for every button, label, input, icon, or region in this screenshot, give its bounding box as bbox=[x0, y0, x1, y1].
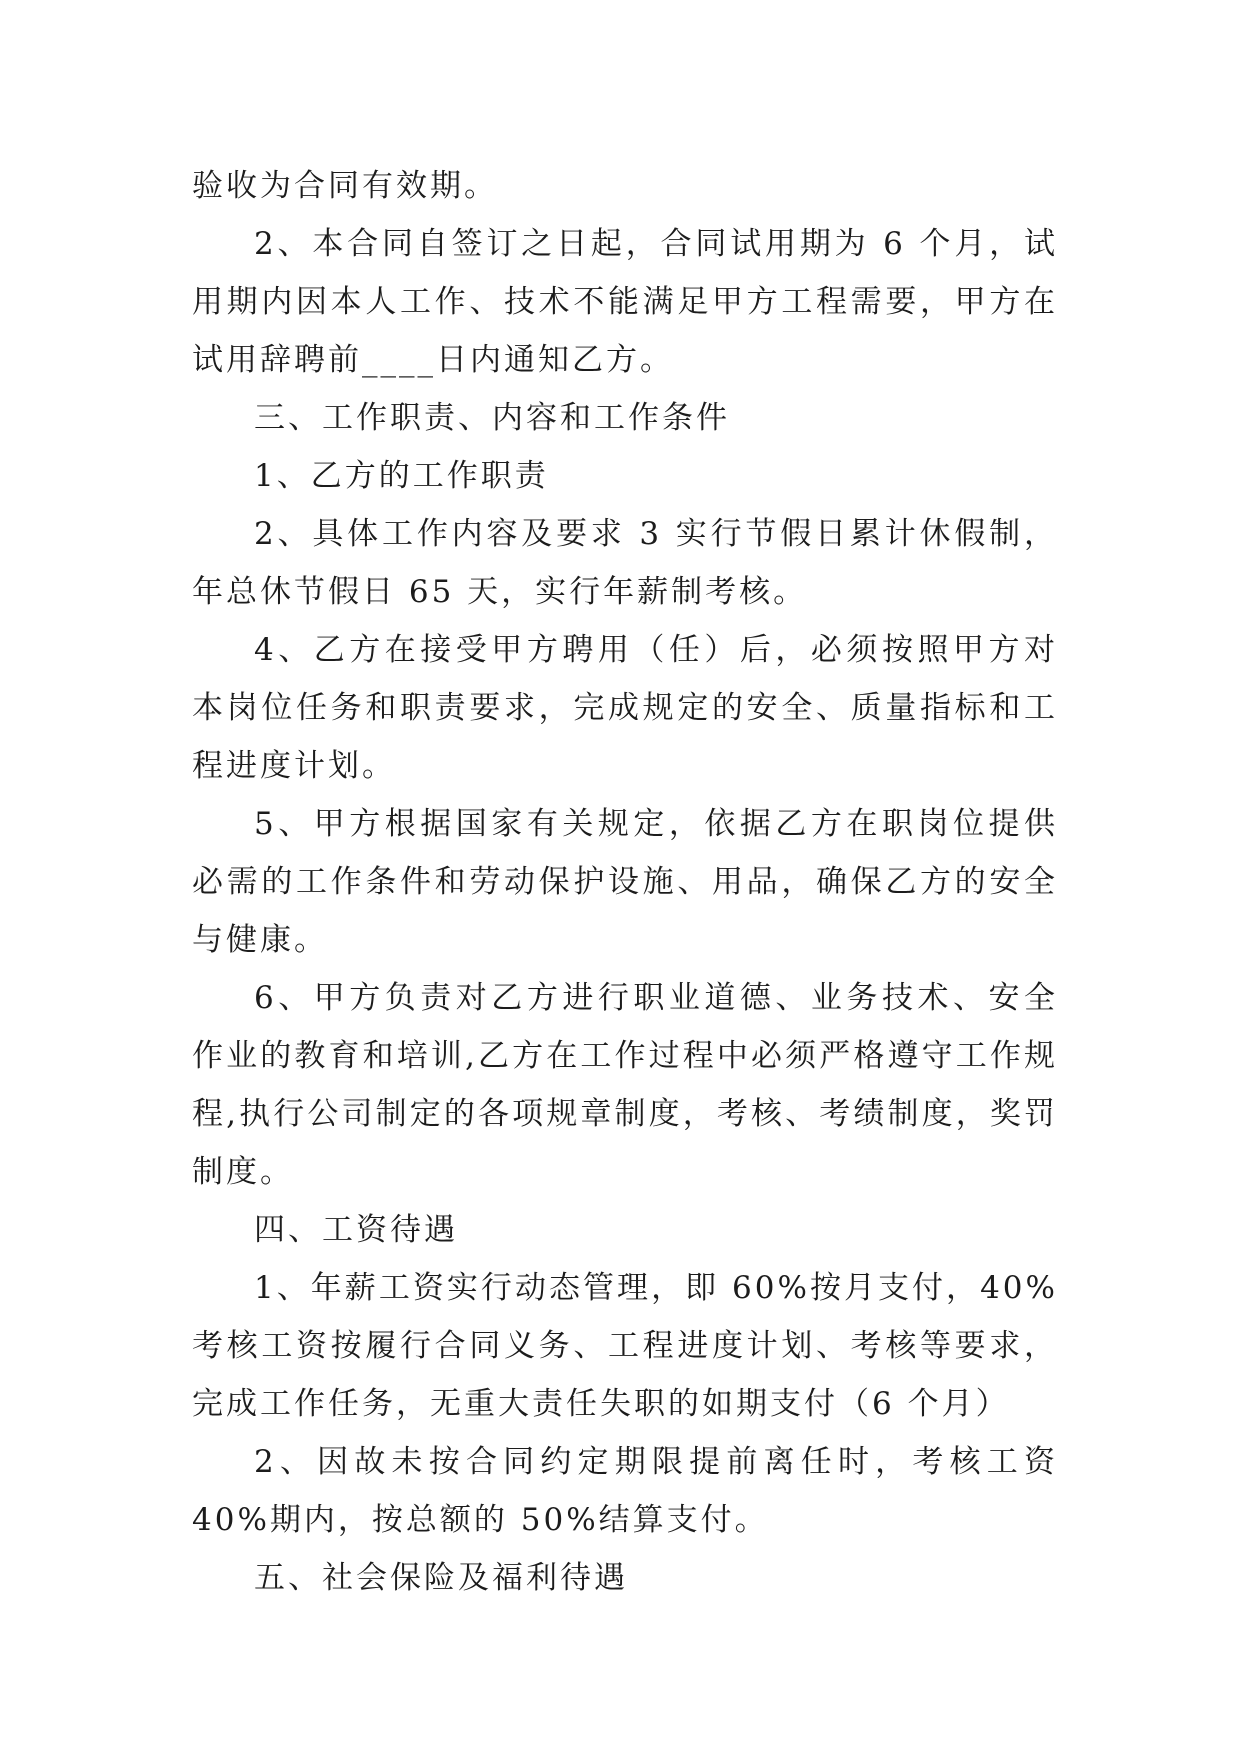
paragraph-duties-item-6: 6、甲方负责对乙方进行职业道德、业务技术、安全作业的教育和培训,乙方在工作过程中必须严格遵守工作规程,执行公司制定的各项规章制度，考核、考绩制度，奖罚制度。 bbox=[192, 980, 1058, 1190]
paragraph-validity-continuation: 验收为合同有效期。 bbox=[192, 168, 498, 204]
section-heading-salary: 四、工资待遇 bbox=[254, 1212, 458, 1248]
document-body bbox=[192, 157, 1058, 1607]
paragraph-duties-item-4: 4、乙方在接受甲方聘用（任）后，必须按照甲方对本岗位任务和职责要求，完成规定的安全、质量指标和工程进度计划。 bbox=[192, 632, 1058, 784]
paragraph-salary-item-1: 1、年薪工资实行动态管理，即 60%按月支付，40%考核工资按履行合同义务、工程进度计划、考核等要求，完成工作任务，无重大责任失职的如期支付（6 个月） bbox=[192, 1270, 1058, 1422]
paragraph-duties-item-1: 1、乙方的工作职责 bbox=[254, 458, 549, 494]
paragraph-duties-item-5: 5、甲方根据国家有关规定，依据乙方在职岗位提供必需的工作条件和劳动保护设施、用品，确保乙方的安全与健康。 bbox=[192, 806, 1058, 958]
paragraph-salary-item-2: 2、因故未按合同约定期限提前离任时，考核工资 40%期内，按总额的 50%结算支付。 bbox=[192, 1444, 1058, 1538]
paragraph-duties-item-2: 2、具体工作内容及要求 3 实行节假日累计休假制，年总休节假日 65 天，实行年薪制考核。 bbox=[192, 516, 1058, 610]
section-heading-social-insurance: 五、社会保险及福利待遇 bbox=[254, 1560, 628, 1596]
paragraph-probation-period: 2、本合同自签订之日起，合同试用期为 6 个月，试用期内因本人工作、技术不能满足甲方工程需要，甲方在试用辞聘前____日内通知乙方。 bbox=[192, 226, 1058, 378]
section-heading-duties: 三、工作职责、内容和工作条件 bbox=[254, 400, 730, 436]
